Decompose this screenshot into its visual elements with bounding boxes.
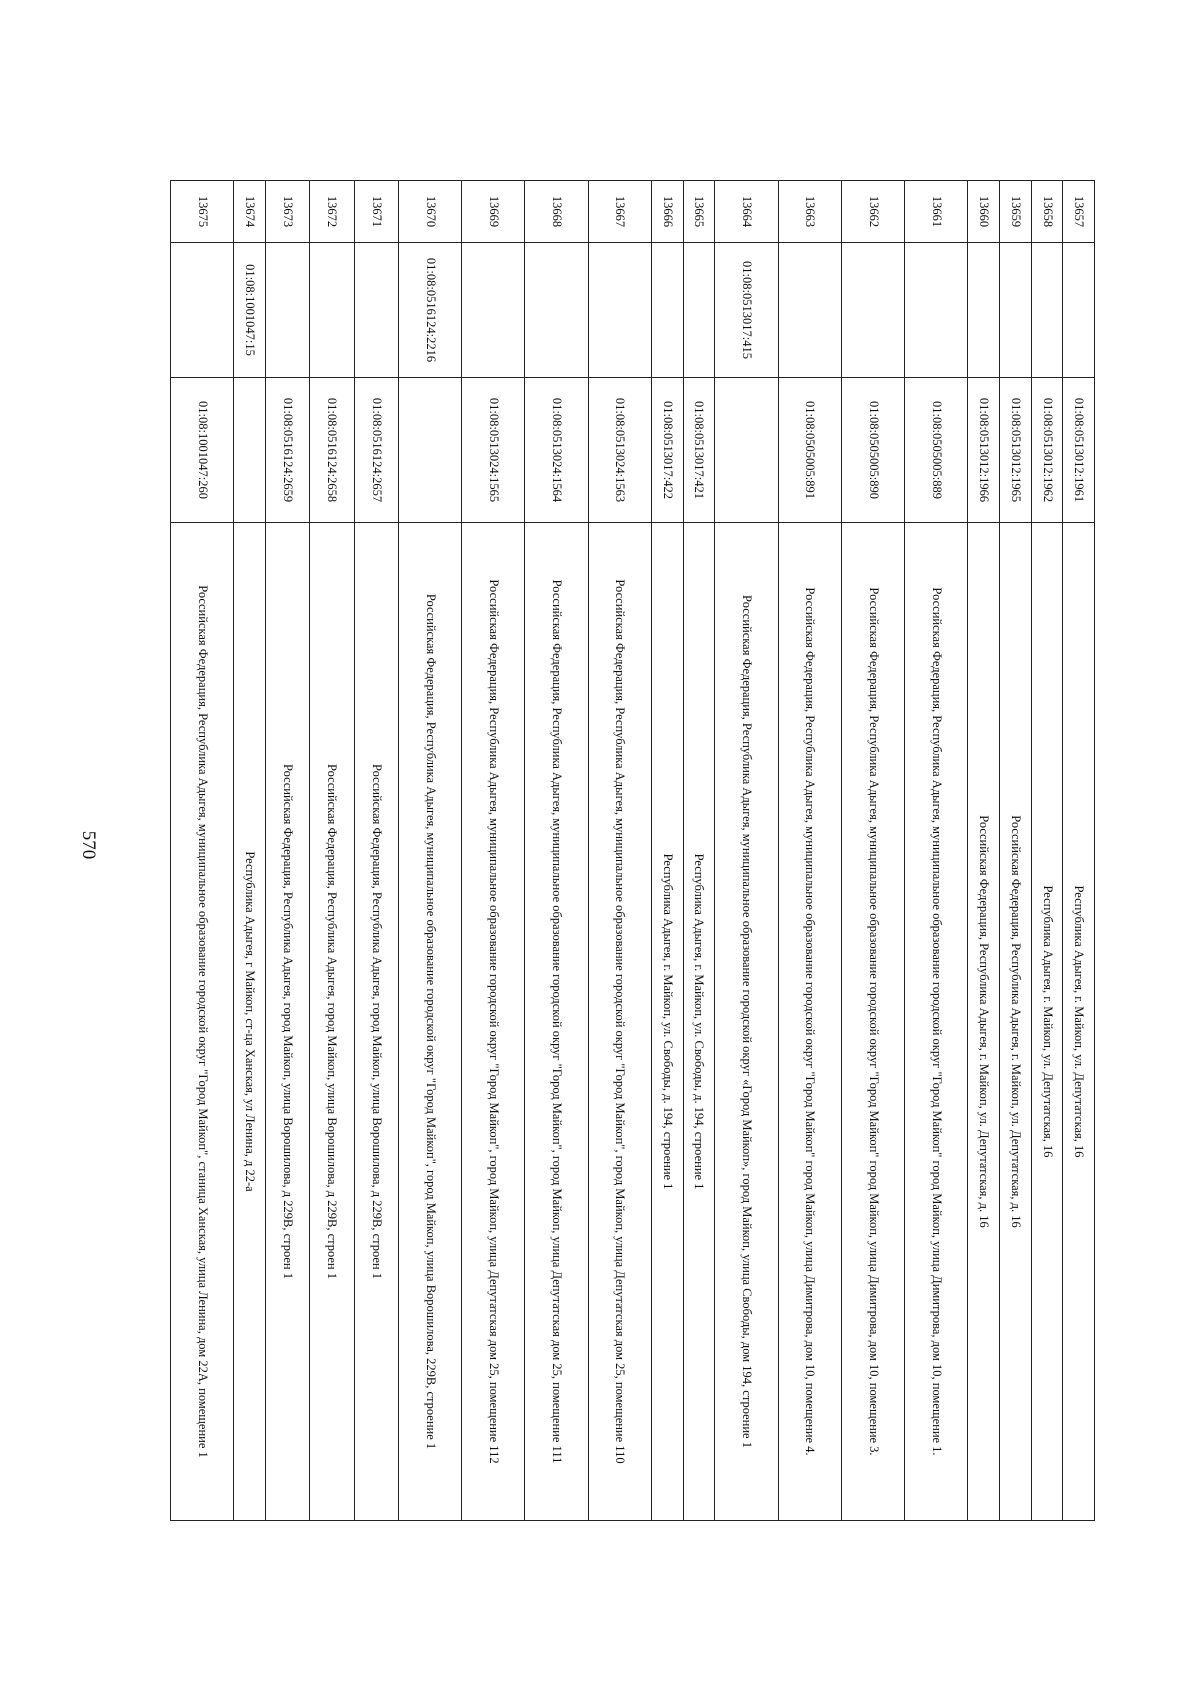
prev-cadastral-cell xyxy=(1063,243,1095,378)
prev-cadastral-cell xyxy=(310,243,354,378)
prev-cadastral-cell xyxy=(354,243,398,378)
cadastral-number-cell: 01:08:0513012:1962 xyxy=(1031,378,1063,523)
row-number-cell: 13667 xyxy=(588,181,651,243)
address-cell: Российская Федерация, Республика Адыгея, муниципальное образование городской округ "Город Майкоп" город Майкоп, улица Димитрова, дом 10, помещение 1. xyxy=(905,523,968,1521)
prev-cadastral-cell xyxy=(841,243,904,378)
cadastral-number-cell: 01:08:0516124:2658 xyxy=(310,378,354,523)
cadastral-number-cell: 01:08:0505005:890 xyxy=(841,378,904,523)
address-cell: Республика Адыгея, г Майкоп, ст-ца Ханская, ул Ленина, д 22-а xyxy=(234,523,266,1521)
cadastral-number-cell xyxy=(398,378,461,523)
registry-table xyxy=(170,180,1095,1521)
address-cell: Российская Федерация, Республика Адыгея, муниципальное образование городской округ «Город Майкоп», город Майкоп, улица Свободы, дом 194, строение 1 xyxy=(715,523,778,1521)
table-row xyxy=(778,181,841,1521)
address-cell: Республика Адыгея, г. Майкоп, ул. Депутатская, 16 xyxy=(1031,523,1063,1521)
table-row xyxy=(171,181,234,1521)
row-number-cell: 13661 xyxy=(905,181,968,243)
row-number-cell: 13671 xyxy=(354,181,398,243)
address-cell: Российская Федерация, Республика Адыгея, г. Майкоп, ул. Депутатская, д. 16 xyxy=(968,523,1000,1521)
row-number-cell: 13660 xyxy=(968,181,1000,243)
cadastral-number-cell: 01:08:0516124:2659 xyxy=(266,378,310,523)
cadastral-number-cell: 01:08:0505005:889 xyxy=(905,378,968,523)
row-number-cell: 13657 xyxy=(1063,181,1095,243)
row-number-cell: 13668 xyxy=(525,181,588,243)
table-row xyxy=(588,181,651,1521)
row-number-cell: 13674 xyxy=(234,181,266,243)
rotated-table-area xyxy=(170,180,1095,1520)
cadastral-number-cell: 01:08:0513024:1564 xyxy=(525,378,588,523)
prev-cadastral-cell xyxy=(462,243,525,378)
prev-cadastral-cell xyxy=(588,243,651,378)
table-row xyxy=(1031,181,1063,1521)
table-row xyxy=(1000,181,1032,1521)
prev-cadastral-cell: 01:08:1001047:15 xyxy=(234,243,266,378)
prev-cadastral-cell xyxy=(683,243,715,378)
cadastral-number-cell: 01:08:0513017:421 xyxy=(683,378,715,523)
row-number-cell: 13665 xyxy=(683,181,715,243)
table-row xyxy=(525,181,588,1521)
cadastral-number-cell: 01:08:0513017:422 xyxy=(652,378,684,523)
row-number-cell: 13664 xyxy=(715,181,778,243)
address-cell: Российская Федерация, Республика Адыгея, муниципальное образование городской округ "Город Майкоп", город Майкоп, улица Депутатская дом 25, помещение 110 xyxy=(588,523,651,1521)
table-row xyxy=(652,181,684,1521)
address-cell: Республика Адыгея, г. Майкоп, ул. Свободы, д. 194, строение 1 xyxy=(652,523,684,1521)
prev-cadastral-cell xyxy=(1031,243,1063,378)
cadastral-number-cell: 01:08:0513024:1565 xyxy=(462,378,525,523)
row-number-cell: 13669 xyxy=(462,181,525,243)
cadastral-number-cell: 01:08:0513012:1965 xyxy=(1000,378,1032,523)
address-cell: Республика Адыгея, г. Майкоп, ул. Свободы, д. 194, строение 1 xyxy=(683,523,715,1521)
prev-cadastral-cell xyxy=(525,243,588,378)
cadastral-number-cell xyxy=(234,378,266,523)
row-number-cell: 13662 xyxy=(841,181,904,243)
address-cell: Российская Федерация, Республика Адыгея, г. Майкоп, ул. Депутатская, д. 16 xyxy=(1000,523,1032,1521)
table-row xyxy=(905,181,968,1521)
row-number-cell: 13666 xyxy=(652,181,684,243)
table-row xyxy=(462,181,525,1521)
address-cell: Российская Федерация, Республика Адыгея, муниципальное образование городской округ "Город Майкоп", город Майкоп, улица Ворошилова, 229В, строение 1 xyxy=(398,523,461,1521)
prev-cadastral-cell xyxy=(652,243,684,378)
cadastral-number-cell xyxy=(715,378,778,523)
prev-cadastral-cell xyxy=(171,243,234,378)
page-number: 570 xyxy=(78,830,99,860)
prev-cadastral-cell xyxy=(266,243,310,378)
table-row xyxy=(715,181,778,1521)
address-cell: Российская Федерация, Республика Адыгея, город Майкоп, улица Ворошилова, д 229В, строен 1 xyxy=(310,523,354,1521)
table-row xyxy=(310,181,354,1521)
table-row xyxy=(266,181,310,1521)
row-number-cell: 13670 xyxy=(398,181,461,243)
prev-cadastral-cell: 01:08:0516124:2216 xyxy=(398,243,461,378)
address-cell: Российская Федерация, Республика Адыгея, муниципальное образование городской округ "Город Майкоп" город Майкоп, улица Димитрова, дом 10, помещение 4. xyxy=(778,523,841,1521)
prev-cadastral-cell xyxy=(905,243,968,378)
table-row xyxy=(398,181,461,1521)
cadastral-number-cell: 01:08:0513012:1961 xyxy=(1063,378,1095,523)
address-cell: Российская Федерация, Республика Адыгея, город Майкоп, улица Ворошилова, д 229В, строен 1 xyxy=(266,523,310,1521)
row-number-cell: 13658 xyxy=(1031,181,1063,243)
address-cell: Российская Федерация, Республика Адыгея, муниципальное образование городской округ "Город Майкоп" город Майкоп, улица Димитрова, дом 10, помещение 3. xyxy=(841,523,904,1521)
table-row xyxy=(354,181,398,1521)
table-body xyxy=(171,181,1095,1521)
table-row xyxy=(1063,181,1095,1521)
row-number-cell: 13659 xyxy=(1000,181,1032,243)
cadastral-number-cell: 01:08:0505005:891 xyxy=(778,378,841,523)
cadastral-number-cell: 01:08:1001047:260 xyxy=(171,378,234,523)
row-number-cell: 13673 xyxy=(266,181,310,243)
address-cell: Республика Адыгея, г. Майкоп, ул. Депутатская, 16 xyxy=(1063,523,1095,1521)
cadastral-number-cell: 01:08:0513012:1966 xyxy=(968,378,1000,523)
prev-cadastral-cell xyxy=(968,243,1000,378)
table-wrapper xyxy=(170,180,1095,1520)
prev-cadastral-cell: 01:08:0513017:415 xyxy=(715,243,778,378)
table-row xyxy=(968,181,1000,1521)
table-row xyxy=(683,181,715,1521)
address-cell: Российская Федерация, Республика Адыгея, город Майкоп, улица Ворошилова, д 229В, строен 1 xyxy=(354,523,398,1521)
address-cell: Российская Федерация, Республика Адыгея, муниципальное образование городской округ "Город Майкоп", город Майкоп, улица Депутатская дом 25, помещение 111 xyxy=(525,523,588,1521)
cadastral-number-cell: 01:08:0513024:1563 xyxy=(588,378,651,523)
table-row xyxy=(234,181,266,1521)
cadastral-number-cell: 01:08:0516124:2657 xyxy=(354,378,398,523)
row-number-cell: 13672 xyxy=(310,181,354,243)
prev-cadastral-cell xyxy=(778,243,841,378)
prev-cadastral-cell xyxy=(1000,243,1032,378)
table-row xyxy=(841,181,904,1521)
address-cell: Российская Федерация, Республика Адыгея, муниципальное образование городской округ "Город Майкоп", город Майкоп, улица Депутатская дом 25, помещение 112 xyxy=(462,523,525,1521)
row-number-cell: 13663 xyxy=(778,181,841,243)
address-cell: Российская Федерация, Республика Адыгея, муниципальное образование городской округ "Город Майкоп", станица Ханская, улица Ленина, дом 22А, помещение 1 xyxy=(171,523,234,1521)
row-number-cell: 13675 xyxy=(171,181,234,243)
